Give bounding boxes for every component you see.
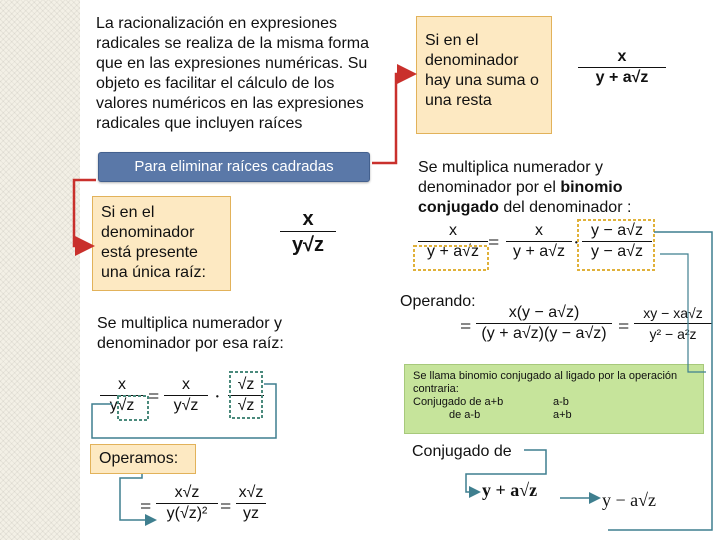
fraction-root-denominator: x y√z: [280, 208, 336, 257]
fraction-conj-3: y − a√z y − a√z: [582, 222, 652, 261]
multiplica-binomio-text: Se multiplica numerador y denominador por el binomio conjugado del denominador :: [418, 159, 632, 216]
fraction-root-1: x y√z: [100, 376, 144, 415]
equals-sign: =: [140, 496, 152, 518]
multiplica-raiz-text: Se multiplica numerador y denominador por esa raíz:: [97, 315, 284, 352]
fraction-binomial-denominator: x y + a√z: [578, 48, 666, 87]
decorative-stripe: [0, 0, 80, 540]
equals-sign: =: [148, 386, 160, 408]
fraction-operando-2: xy − xa√z y² − a²z: [634, 304, 712, 343]
conjugado-de-label: Conjugado de: [412, 443, 512, 460]
binomio-y-minus: y − a√z: [602, 490, 657, 510]
operamos-box: Operamos:: [90, 444, 196, 474]
operando-label: Operando:: [400, 293, 476, 310]
suma-resta-box: Si en el denominador hay una suma o una resta: [416, 16, 552, 134]
dot-sign: ·: [573, 232, 580, 254]
equals-sign: =: [220, 496, 232, 518]
dot-sign: ·: [214, 386, 221, 408]
equals-sign: =: [618, 316, 630, 338]
unica-raiz-box: Si en el denominador está presente una única raíz:: [92, 196, 231, 291]
fraction-conj-2: x y + a√z: [506, 222, 572, 261]
eliminar-raices-button[interactable]: Para eliminar raíces cadradas: [98, 152, 370, 182]
fraction-operamos-1: x√z y(√z)²: [156, 484, 218, 523]
fraction-root-3: √z √z: [228, 376, 264, 415]
equals-sign: =: [488, 232, 500, 254]
intro-text: La racionalización en expresiones radicales se realiza de la misma forma que en las expresiones numéricas. Su objeto es facilitar el cálculo de los valores numéricos en las expresiones radicales que incluyen raíces: [96, 15, 369, 132]
fraction-operando-1: x(y − a√z) (y + a√z)(y − a√z): [476, 304, 612, 343]
equals-sign: =: [460, 316, 472, 338]
fraction-root-2: x y√z: [164, 376, 208, 415]
binomio-y-plus: y + a√z: [482, 480, 538, 500]
fraction-conj-1: x y + a√z: [418, 222, 488, 261]
binomio-conjugado-note: Se llama binomio conjugado al ligado por la operación contraria: Conjugado de a+b a-b de a-b a+b: [404, 364, 704, 434]
fraction-operamos-2: x√z yz: [236, 484, 266, 523]
